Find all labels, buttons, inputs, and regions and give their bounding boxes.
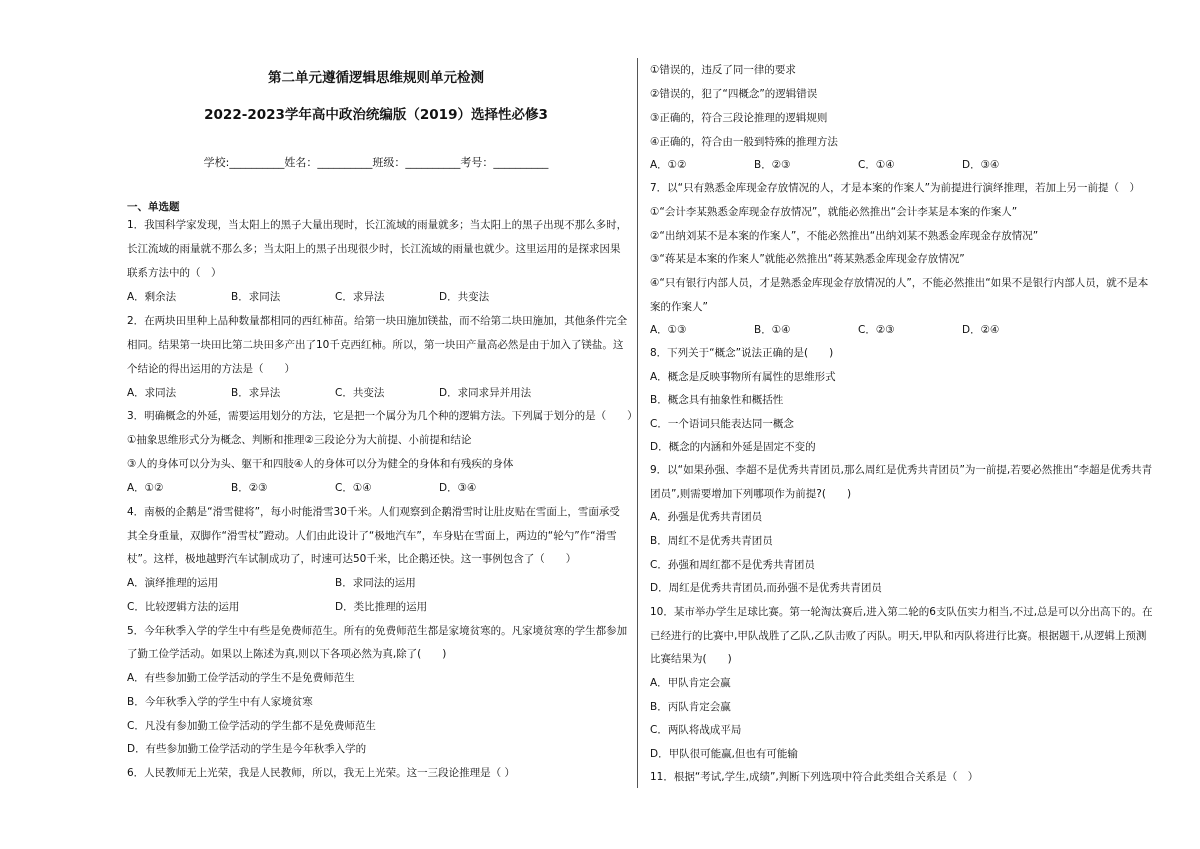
option-c[interactable]: C．②③ (858, 324, 895, 336)
question-text-line: 10．某市举办学生足球比赛。第一轮淘汰赛后,进入第二轮的6支队伍实力相当,不过,总是可以分出高下的。在 (650, 606, 1153, 618)
question-text-line: 8．下列关于“概念”说法正确的是( ) (650, 347, 834, 359)
question-text-line: ①抽象思维形式分为概念、判断和推理②三段论分为大前提、小前提和结论 (127, 434, 472, 446)
option-c[interactable]: C．两队将战成平局 (650, 724, 742, 736)
option-a[interactable]: A．①③ (650, 324, 687, 336)
statement-line: ②错误的，犯了“四概念”的逻辑错误 (650, 88, 818, 100)
option-d[interactable]: D．概念的内涵和外延是固定不变的 (650, 441, 816, 453)
column-divider (637, 58, 638, 788)
exam-subtitle: 2022-2023学年高中政治统编版（2019）选择性必修3 (204, 107, 548, 123)
question-text-line: 2．在两块田里种上品种数量都相同的西红柿苗。给第一块田施加镁盐，而不给第二块田施加，其他条件完全 (127, 315, 628, 327)
statement-line: ②“出纳刘某不是本案的作案人”，不能必然推出“出纳刘某不熟悉金库现金存放情况” (650, 230, 1039, 242)
option-d[interactable]: D．甲队很可能赢,但也有可能输 (650, 748, 798, 760)
statement-line: ③正确的，符合三段论推理的逻辑规则 (650, 112, 828, 124)
option-a[interactable]: A．①② (650, 159, 687, 171)
options-row (127, 290, 543, 304)
statement-line: ④正确的，符合由一般到特殊的推理方法 (650, 136, 838, 148)
question-text-line: 相同。结果第一块田比第二块田多产出了10千克西红柿。所以，第一块田产量高必然是由于加入了镁盐。这 (127, 339, 624, 351)
question-text-line: 11．根据“考试,学生,成绩”,判断下列选项中符合此类组合关系是（ ） (650, 771, 979, 783)
question-text-line: 5．今年秋季入学的学生中有些是免费师范生。所有的免费师范生都是家境贫寒的。凡家境贫寒的学生都参加 (127, 625, 628, 637)
option-b[interactable]: B．②③ (754, 159, 791, 171)
question-text-line: 比赛结果为( ) (650, 653, 732, 665)
option-c[interactable]: C．孙强和周红都不是优秀共青团员 (650, 559, 815, 571)
option-b[interactable]: B．①④ (754, 324, 791, 336)
option-d[interactable]: D．周红是优秀共青团员,而孙强不是优秀共青团员 (650, 582, 882, 594)
options-row (127, 481, 543, 495)
option-b[interactable]: B．今年秋季入学的学生中有人家境贫寒 (127, 696, 313, 708)
options-row (127, 576, 543, 590)
statement-line: 案的作案人” (650, 301, 708, 313)
option-a[interactable]: A．孙强是优秀共青团员 (650, 511, 763, 523)
option-a[interactable]: A．概念是反映事物所有属性的思维形式 (650, 371, 836, 383)
option-c[interactable]: C．一个语词只能表达同一概念 (650, 418, 794, 430)
question-text-line: 3．明确概念的外延，需要运用划分的方法，它是把一个属分为几个种的逻辑方法。下列属于划分的是（ ） (127, 410, 638, 422)
question-text-line: 4．南极的企鹅是“滑雪健将”，每小时能滑雪30千米。人们观察到企鹅滑雪时让肚皮贴在雪面上，雪面承受 (127, 506, 620, 518)
statement-line: ③“蒋某是本案的作案人”就能必然推出“蒋某熟悉金库现金存放情况” (650, 253, 965, 265)
option-d[interactable]: D．共变法 (439, 291, 490, 303)
option-b[interactable]: B．求同法 (231, 291, 281, 303)
option-d[interactable]: D．②④ (962, 324, 1000, 336)
option-d[interactable]: D．类比推理的运用 (335, 601, 428, 613)
question-text-line: 联系方法中的（ ） (127, 267, 222, 279)
options-row (650, 158, 1066, 172)
question-text-line: 长江流域的雨量就不那么多；当太阳上的黑子出现很少时，长江流域的雨量也就少。这里运用的是探求因果 (127, 243, 621, 255)
student-info-line: 学校:__________姓名：__________班级：__________考号：__________ (203, 156, 549, 169)
question-text-line: 6．人民教师无上光荣，我是人民教师，所以，我无上光荣。这一三段论推理是（ ） (127, 767, 516, 779)
question-text-line: 其全身重量，双脚作“滑雪杖”蹬动。人们由此设计了“极地汽车”，车身贴在雪面上，两边的“轮勺”作“滑雪 (127, 530, 617, 542)
statement-line: ①“会计李某熟悉金库现金存放情况”，就能必然推出“会计李某是本案的作案人” (650, 206, 1018, 218)
option-c[interactable]: C．求异法 (335, 291, 385, 303)
option-a[interactable]: A．甲队肯定会赢 (650, 677, 731, 689)
option-c[interactable]: C．凡没有参加勤工俭学活动的学生都不是免费师范生 (127, 720, 376, 732)
question-text-line: 了勤工俭学活动。如果以上陈述为真,则以下各项必然为真,除了( ) (127, 648, 447, 660)
option-b[interactable]: B．求异法 (231, 387, 281, 399)
option-d[interactable]: D．③④ (439, 482, 477, 494)
question-text-line: 1．我国科学家发现，当太阳上的黑子大量出现时，长江流域的雨量就多；当太阳上的黑子出现不那么多时， (127, 219, 628, 231)
option-b[interactable]: B．②③ (231, 482, 268, 494)
option-b[interactable]: B．求同法的运用 (335, 577, 416, 589)
option-c[interactable]: C．共变法 (335, 387, 385, 399)
option-d[interactable]: D．求同求异并用法 (439, 387, 532, 399)
option-c[interactable]: C．①④ (858, 159, 895, 171)
question-text-line: 杖”。这样，极地越野汽车试制成功了，时速可达50千米，比企鹅还快。这一事例包含了（ ） (127, 553, 577, 565)
question-text-line: 9．以“如果孙强、李超不是优秀共青团员,那么周红是优秀共青团员”为一前提,若要必然推出“李超是优秀共青 (650, 464, 1153, 476)
option-a[interactable]: A．剩余法 (127, 291, 177, 303)
statement-line: ①错误的，违反了同一律的要求 (650, 64, 796, 76)
option-b[interactable]: B．丙队肯定会赢 (650, 701, 731, 713)
option-a[interactable]: A．有些参加勤工俭学活动的学生不是免费师范生 (127, 672, 355, 684)
section-title: 一、单选题 (127, 201, 180, 213)
question-text-line: 已经进行的比赛中,甲队战胜了乙队,乙队击败了丙队。明天,甲队和丙队将进行比赛。根据题干,从逻辑上预测 (650, 630, 1147, 642)
question-text-line: 团员”,则需要增加下列哪项作为前提?( ) (650, 488, 852, 500)
question-text-line: 7．以“只有熟悉金库现金存放情况的人，才是本案的作案人”为前提进行演绎推理，若加上另一前提（ ） (650, 182, 1141, 194)
options-row (127, 386, 543, 400)
option-b[interactable]: B．概念具有抽象性和概括性 (650, 394, 784, 406)
option-c[interactable]: C．比较逻辑方法的运用 (127, 601, 240, 613)
exam-title: 第二单元遵循逻辑思维规则单元检测 (268, 70, 484, 86)
question-text-line: 个结论的得出运用的方法是（ ） (127, 363, 295, 375)
question-text-line: ③人的身体可以分为头、躯干和四肢④人的身体可以分为健全的身体和有残疾的身体 (127, 458, 514, 470)
statement-line: ④“只有银行内部人员，才是熟悉金库现金存放情况的人”，不能必然推出“如果不是银行内部人员，就不是本 (650, 277, 1149, 289)
option-a[interactable]: A．求同法 (127, 387, 177, 399)
options-row (127, 600, 543, 614)
option-d[interactable]: D．③④ (962, 159, 1000, 171)
option-d[interactable]: D．有些参加勤工俭学活动的学生是今年秋季入学的 (127, 743, 367, 755)
option-a[interactable]: A．①② (127, 482, 164, 494)
option-c[interactable]: C．①④ (335, 482, 372, 494)
option-a[interactable]: A．演绎推理的运用 (127, 577, 219, 589)
option-b[interactable]: B．周红不是优秀共青团员 (650, 535, 773, 547)
options-row (650, 323, 1066, 337)
